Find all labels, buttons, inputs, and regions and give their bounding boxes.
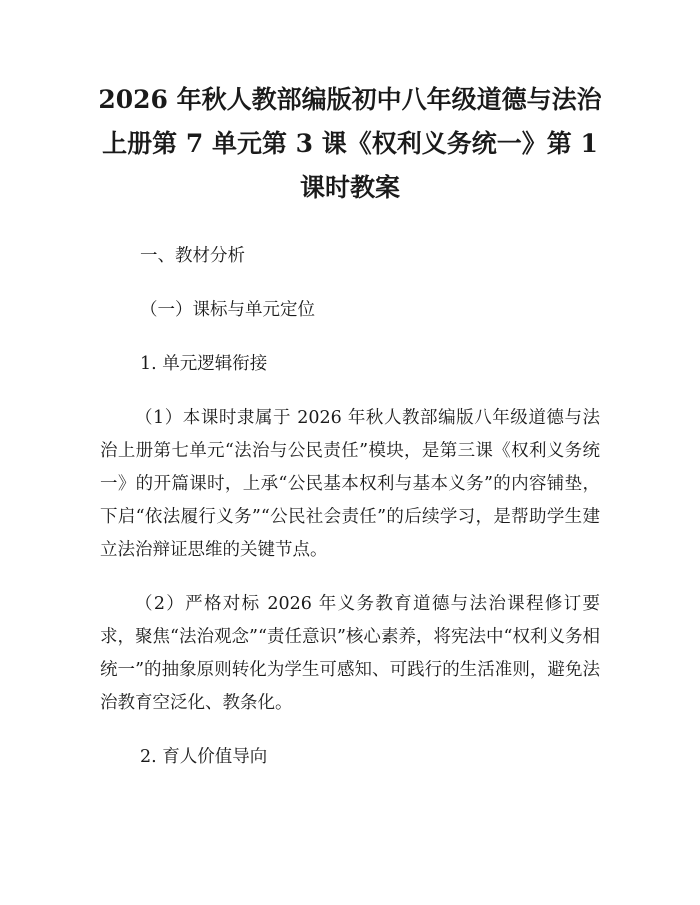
title-line-1: 2026 年秋人教部编版初中八年级道德与法治 bbox=[98, 85, 602, 114]
paragraph-unit-logic-1: （1）本课时隶属于 2026 年秋人教部编版八年级道德与法治上册第七单元“法治与公民责任”模块，是第三课《权利义务统一》的开篇课时，上承“公民基本权利与基本义务”的内容铺垫，下启“依法履行义务”“公民社会责任”的后续学习，是帮助学生建立法治辩证思维的关键节点。 bbox=[100, 408, 600, 560]
section-heading-textbook-analysis: 一、教材分析 bbox=[140, 246, 245, 266]
paragraph-unit-logic-2: （2）严格对标 2026 年义务教育道德与法治课程修订要求，聚焦“法治观念”“责任意识”核心素养，将宪法中“权利义务相统一”的抽象原则转化为学生可感知、可践行的生活准则，避免法治教育空泛化、教条化。 bbox=[100, 594, 600, 713]
subsection-heading-curriculum-positioning: （一）课标与单元定位 bbox=[140, 300, 315, 320]
document-title bbox=[90, 78, 610, 210]
title-line-2: 上册第 7 单元第 3 课《权利义务统一》第 1 bbox=[102, 129, 598, 158]
item-heading-educational-value: 2. 育人价值导向 bbox=[140, 747, 268, 767]
title-line-3: 课时教案 bbox=[299, 173, 400, 202]
item-heading-unit-logic: 1. 单元逻辑衔接 bbox=[140, 354, 268, 374]
document-body bbox=[100, 240, 600, 774]
